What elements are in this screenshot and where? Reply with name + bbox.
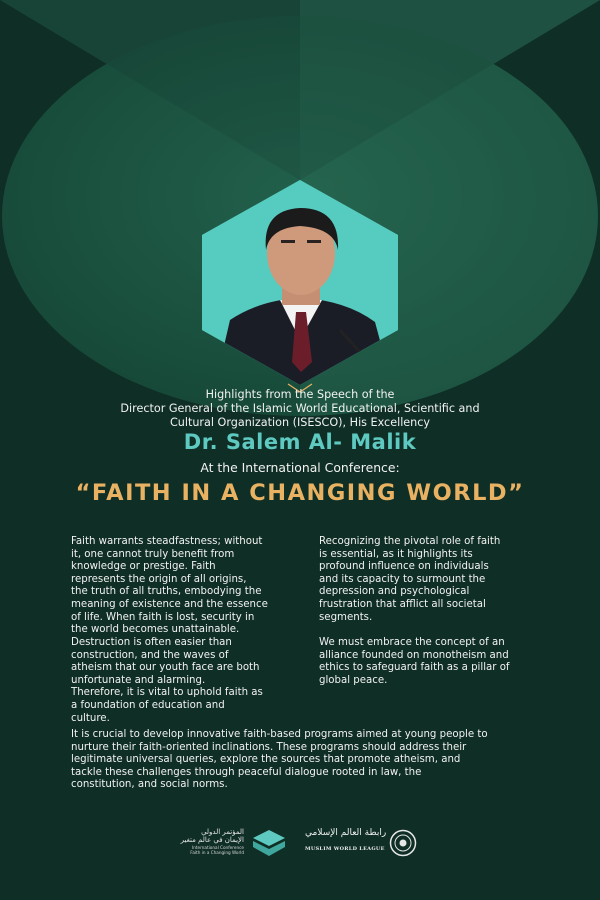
paragraph-4: We must embrace the concept of an alliance founded on monotheism and ethics to safeguard faith as a pillar of global peace. <box>319 637 510 686</box>
speaker-name: Dr. Salem Al- Malik <box>183 430 417 454</box>
paragraph-3: Recognizing the pivotal role of faith is essential, as it highlights its profound influence on individuals and its capacity to surmount the depression and psychological frustration that afflict all societal segments. <box>319 536 501 623</box>
paragraph-1: Faith warrants steadfastness; without it, one cannot truly benefit from knowledge or prestige. Faith represents the origin of all origins, the truth of all truths, embodying the meaning of existence and the essence of life. When faith is lost, security in the world becomes unattainable. <box>71 536 268 636</box>
conference-title: “FAITH IN A CHANGING WORLD” <box>75 480 525 506</box>
intro-text <box>0 388 600 430</box>
paragraph-2: Destruction is often easier than construction, and the waves of atheism that our youth face are both unfortunate and alarming. Therefore, it is vital to uphold faith as a foundation of education and culture. <box>71 637 263 724</box>
intro-line: Highlights from the Speech of the <box>205 388 395 401</box>
mwl-emblem-icon <box>389 829 417 857</box>
mwl-logo <box>305 826 417 860</box>
mwl-logo-english: MUSLIM WORLD LEAGUE <box>305 846 385 852</box>
conference-logo-arabic: المؤتمر الدولي الإيمان في عالم متغير <box>180 828 244 844</box>
paragraph-5: It is crucial to develop innovative faith-based programs aimed at young people to nurture their faith-oriented inclinations. These programs should address their legitimate universal queries, explore the sources that promote atheism, and tackle these challenges through peaceful dialogue rooted in law, the constitution, and social norms. <box>71 729 488 791</box>
mwl-logo-arabic: رابطة العالم الإسلامي <box>305 828 387 838</box>
conference-intro: At the International Conference: <box>200 460 400 475</box>
intro-line: Director General of the Islamic World Educational, Scientific and <box>120 402 480 415</box>
conference-logo <box>180 826 290 860</box>
conference-logo-english: International Conference Faith in a Changing World <box>190 845 244 855</box>
intro-line: Cultural Organization (ISESCO), His Excellency <box>169 416 431 429</box>
conference-emblem-icon <box>252 829 286 857</box>
